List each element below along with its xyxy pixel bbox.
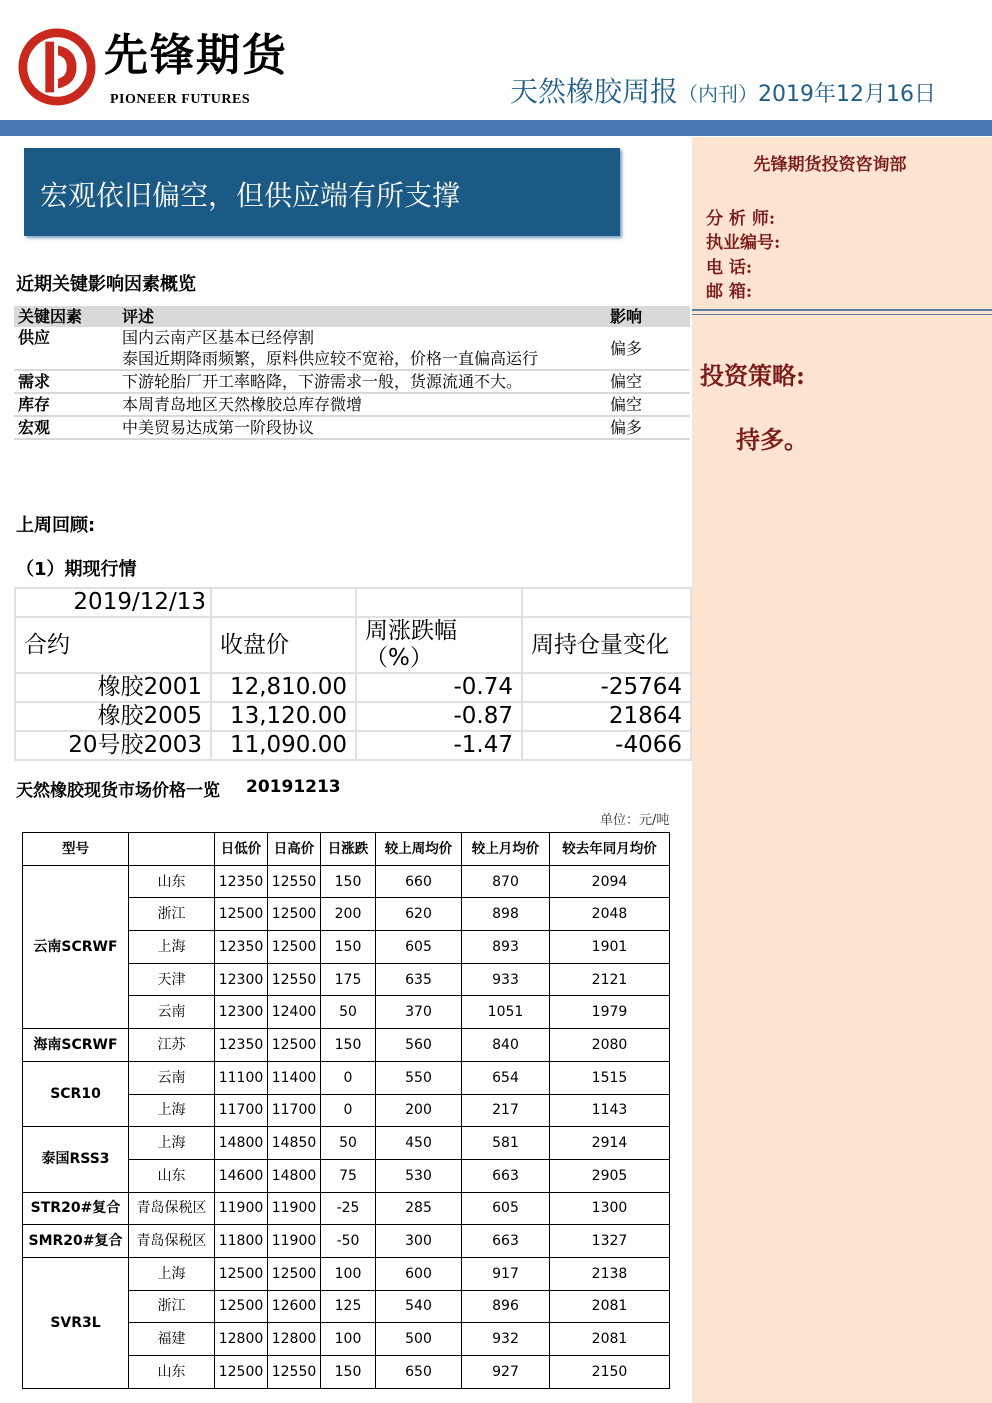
close-price: 12,810.00 — [211, 673, 356, 702]
day-low: 12500 — [215, 1257, 268, 1290]
vs-last-week: 605 — [376, 931, 462, 964]
phone-label: 电 话: — [706, 258, 753, 278]
day-change: 75 — [321, 1159, 376, 1192]
day-low: 12500 — [215, 1290, 268, 1323]
rubber-type: SMR20#复合 — [23, 1225, 129, 1258]
contract-name: 橡胶2001 — [15, 673, 211, 702]
table-row — [23, 1061, 670, 1094]
vs-last-month: 1051 — [462, 996, 550, 1029]
review-subtitle: （1）期现行情 — [16, 559, 137, 580]
header-vs-last-year: 较去年同月均价 — [550, 833, 670, 866]
region: 上海 — [129, 931, 215, 964]
vs-last-year: 2138 — [550, 1257, 670, 1290]
vs-last-week: 500 — [376, 1323, 462, 1356]
panel-divider-thin — [692, 314, 992, 315]
day-low: 12800 — [215, 1323, 268, 1356]
factor-name: 需求 — [14, 370, 118, 393]
header-impact: 影响 — [606, 306, 690, 327]
vs-last-year: 2905 — [550, 1159, 670, 1192]
weekly-change: -0.87 — [356, 702, 522, 731]
vs-last-year: 2914 — [550, 1127, 670, 1160]
header-close: 收盘价 — [211, 617, 356, 673]
day-high: 12400 — [268, 996, 321, 1029]
day-high: 11900 — [268, 1225, 321, 1258]
day-high: 12550 — [268, 865, 321, 898]
vs-last-year: 1515 — [550, 1061, 670, 1094]
table-header-row — [15, 617, 691, 673]
table-header-row — [23, 833, 670, 866]
vs-last-year: 2121 — [550, 963, 670, 996]
day-low: 12350 — [215, 931, 268, 964]
blank-cell — [356, 588, 522, 617]
table-row — [23, 1225, 670, 1258]
region: 上海 — [129, 1127, 215, 1160]
region: 江苏 — [129, 1029, 215, 1062]
factor-impact: 偏多 — [606, 327, 690, 370]
day-low: 14600 — [215, 1159, 268, 1192]
factor-impact: 偏多 — [606, 416, 690, 439]
table-row — [23, 1257, 670, 1290]
side-panel — [692, 137, 992, 1403]
factor-comment: 中美贸易达成第一阶段协议 — [118, 416, 606, 439]
vs-last-year: 1979 — [550, 996, 670, 1029]
vs-last-month: 217 — [462, 1094, 550, 1127]
table-row — [14, 416, 690, 439]
day-change: -50 — [321, 1225, 376, 1258]
region: 浙江 — [129, 1290, 215, 1323]
region: 福建 — [129, 1323, 215, 1356]
day-low: 11100 — [215, 1061, 268, 1094]
day-change: 150 — [321, 1029, 376, 1062]
oi-change: 21864 — [522, 702, 691, 731]
header-factor: 关键因素 — [14, 306, 118, 327]
day-high: 14850 — [268, 1127, 321, 1160]
logo-chinese-text: 先锋期货 — [104, 30, 288, 81]
day-change: 200 — [321, 898, 376, 931]
header-vs-last-month: 较上月均价 — [462, 833, 550, 866]
vs-last-month: 917 — [462, 1257, 550, 1290]
vs-last-month: 932 — [462, 1323, 550, 1356]
day-high: 12600 — [268, 1290, 321, 1323]
spot-table-title: 天然橡胶现货市场价格一览 — [16, 781, 220, 801]
vs-last-year: 2081 — [550, 1290, 670, 1323]
rubber-type: SVR3L — [23, 1257, 129, 1388]
day-low: 12500 — [215, 1356, 268, 1389]
spot-table-body — [23, 833, 670, 1389]
oi-change: -4066 — [522, 731, 691, 760]
day-high: 12550 — [268, 1356, 321, 1389]
header-vs-last-week: 较上周均价 — [376, 833, 462, 866]
day-change: 100 — [321, 1323, 376, 1356]
headline-text: 宏观依旧偏空，但供应端有所支撑 — [40, 179, 461, 212]
day-low: 12300 — [215, 963, 268, 996]
vs-last-month: 605 — [462, 1192, 550, 1225]
region: 上海 — [129, 1094, 215, 1127]
day-high: 11900 — [268, 1192, 321, 1225]
region: 山东 — [129, 865, 215, 898]
panel-divider — [692, 309, 992, 311]
vs-last-month: 840 — [462, 1029, 550, 1062]
header-day-high: 日高价 — [268, 833, 321, 866]
day-change: 150 — [321, 931, 376, 964]
report-title-sub: （内刊） — [678, 82, 759, 106]
oi-change: -25764 — [522, 673, 691, 702]
vs-last-week: 370 — [376, 996, 462, 1029]
vs-last-week: 200 — [376, 1094, 462, 1127]
factor-comment — [118, 327, 606, 370]
weekly-change: -1.47 — [356, 731, 522, 760]
region: 上海 — [129, 1257, 215, 1290]
company-logo — [18, 28, 96, 106]
vs-last-month: 893 — [462, 931, 550, 964]
table-row — [23, 865, 670, 898]
rubber-type: SCR10 — [23, 1061, 129, 1126]
vs-last-month: 933 — [462, 963, 550, 996]
day-high: 12500 — [268, 1029, 321, 1062]
department-name: 先锋期货投资咨询部 — [753, 155, 907, 175]
region: 山东 — [129, 1159, 215, 1192]
rubber-type: 海南SCRWF — [23, 1029, 129, 1062]
table-row — [15, 731, 691, 760]
vs-last-month: 870 — [462, 865, 550, 898]
vs-last-year: 2048 — [550, 898, 670, 931]
factor-impact: 偏空 — [606, 393, 690, 416]
vs-last-year: 2080 — [550, 1029, 670, 1062]
factor-comment-line: 泰国近期降雨频繁，原料供应较不宽裕，价格一直偏高运行 — [122, 349, 539, 368]
day-high: 12500 — [268, 1257, 321, 1290]
factor-impact: 偏空 — [606, 370, 690, 393]
header-type: 型号 — [23, 833, 129, 866]
close-price: 13,120.00 — [211, 702, 356, 731]
futures-date-row — [15, 588, 691, 617]
table-row — [14, 393, 690, 416]
header-comment: 评述 — [118, 306, 606, 327]
vs-last-month: 654 — [462, 1061, 550, 1094]
factor-comment-line: 国内云南产区基本已经停割 — [122, 328, 315, 347]
region: 天津 — [129, 963, 215, 996]
header-contract: 合约 — [15, 617, 211, 673]
vs-last-week: 600 — [376, 1257, 462, 1290]
vs-last-week: 450 — [376, 1127, 462, 1160]
day-high: 12500 — [268, 898, 321, 931]
blank-cell — [522, 588, 691, 617]
header-day-change: 日涨跌 — [321, 833, 376, 866]
region: 云南 — [129, 996, 215, 1029]
day-low: 14800 — [215, 1127, 268, 1160]
region: 青岛保税区 — [129, 1225, 215, 1258]
vs-last-month: 663 — [462, 1225, 550, 1258]
report-title-main: 天然橡胶周报 — [510, 75, 679, 108]
day-change: 150 — [321, 1356, 376, 1389]
rubber-type: STR20#复合 — [23, 1192, 129, 1225]
vs-last-week: 660 — [376, 865, 462, 898]
vs-last-month: 896 — [462, 1290, 550, 1323]
factors-title: 近期关键影响因素概览 — [16, 274, 196, 295]
factor-name: 供应 — [14, 327, 118, 370]
rubber-type: 泰国RSS3 — [23, 1127, 129, 1192]
vs-last-month: 898 — [462, 898, 550, 931]
vs-last-month: 663 — [462, 1159, 550, 1192]
weekly-change: -0.74 — [356, 673, 522, 702]
vs-last-week: 300 — [376, 1225, 462, 1258]
vs-last-year: 2094 — [550, 865, 670, 898]
day-low: 12500 — [215, 898, 268, 931]
day-high: 12550 — [268, 963, 321, 996]
day-low: 12350 — [215, 865, 268, 898]
factor-comment: 下游轮胎厂开工率略降，下游需求一般，货源流通不大。 — [118, 370, 606, 393]
day-change: 100 — [321, 1257, 376, 1290]
review-title: 上周回顾: — [16, 515, 96, 536]
futures-table — [14, 587, 692, 761]
day-change: -25 — [321, 1192, 376, 1225]
vs-last-year: 1327 — [550, 1225, 670, 1258]
header-day-low: 日低价 — [215, 833, 268, 866]
license-label: 执业编号: — [706, 233, 781, 253]
region: 云南 — [129, 1061, 215, 1094]
vs-last-month: 927 — [462, 1356, 550, 1389]
vs-last-year: 1901 — [550, 931, 670, 964]
factor-name: 库存 — [14, 393, 118, 416]
region: 浙江 — [129, 898, 215, 931]
table-row — [23, 1127, 670, 1160]
spot-table-date: 20191213 — [246, 777, 341, 797]
factor-comment: 本周青岛地区天然橡胶总库存微增 — [118, 393, 606, 416]
strategy-label: 投资策略: — [700, 361, 805, 390]
day-high: 12800 — [268, 1323, 321, 1356]
day-high: 11700 — [268, 1094, 321, 1127]
header-divider-bar — [0, 120, 992, 136]
vs-last-week: 650 — [376, 1356, 462, 1389]
report-date: 2019年12月16日 — [758, 82, 936, 107]
logo-english-text: PIONEER FUTURES — [110, 92, 251, 107]
day-high: 11400 — [268, 1061, 321, 1094]
vs-last-year: 2150 — [550, 1356, 670, 1389]
day-high: 14800 — [268, 1159, 321, 1192]
vs-last-month: 581 — [462, 1127, 550, 1160]
vs-last-week: 635 — [376, 963, 462, 996]
table-row — [23, 1029, 670, 1062]
analyst-label: 分 析 师: — [706, 209, 776, 229]
day-low: 11700 — [215, 1094, 268, 1127]
contract-name: 20号胶2003 — [15, 731, 211, 760]
vs-last-week: 560 — [376, 1029, 462, 1062]
close-price: 11,090.00 — [211, 731, 356, 760]
factors-table — [14, 306, 690, 440]
day-change: 175 — [321, 963, 376, 996]
day-low: 11900 — [215, 1192, 268, 1225]
contract-name: 橡胶2005 — [15, 702, 211, 731]
unit-label: 单位：元/吨 — [600, 813, 670, 828]
day-low: 11800 — [215, 1225, 268, 1258]
factor-name: 宏观 — [14, 416, 118, 439]
vs-last-week: 540 — [376, 1290, 462, 1323]
email-label: 邮 箱: — [706, 282, 753, 302]
vs-last-year: 1300 — [550, 1192, 670, 1225]
day-low: 12300 — [215, 996, 268, 1029]
headline-box — [24, 148, 620, 236]
table-row — [14, 370, 690, 393]
vs-last-week: 550 — [376, 1061, 462, 1094]
day-change: 125 — [321, 1290, 376, 1323]
table-row — [23, 1192, 670, 1225]
futures-date: 2019/12/13 — [15, 588, 211, 617]
day-change: 50 — [321, 996, 376, 1029]
vs-last-week: 530 — [376, 1159, 462, 1192]
day-change: 150 — [321, 865, 376, 898]
header-region — [129, 833, 215, 866]
strategy-text: 持多。 — [736, 425, 808, 454]
day-low: 12350 — [215, 1029, 268, 1062]
region: 山东 — [129, 1356, 215, 1389]
region: 青岛保税区 — [129, 1192, 215, 1225]
day-change: 0 — [321, 1061, 376, 1094]
vs-last-year: 1143 — [550, 1094, 670, 1127]
table-header-row — [14, 306, 690, 327]
vs-last-week: 285 — [376, 1192, 462, 1225]
blank-cell — [211, 588, 356, 617]
table-row — [14, 327, 690, 370]
day-change: 50 — [321, 1127, 376, 1160]
vs-last-week: 620 — [376, 898, 462, 931]
table-row — [15, 702, 691, 731]
vs-last-year: 2081 — [550, 1323, 670, 1356]
day-high: 12500 — [268, 931, 321, 964]
header-oi-change: 周持仓量变化 — [522, 617, 691, 673]
header-change: 周涨跌幅（%） — [356, 617, 522, 673]
day-change: 0 — [321, 1094, 376, 1127]
rubber-type: 云南SCRWF — [23, 865, 129, 1028]
report-title — [510, 70, 936, 110]
table-row — [15, 673, 691, 702]
spot-price-table — [22, 832, 670, 1389]
